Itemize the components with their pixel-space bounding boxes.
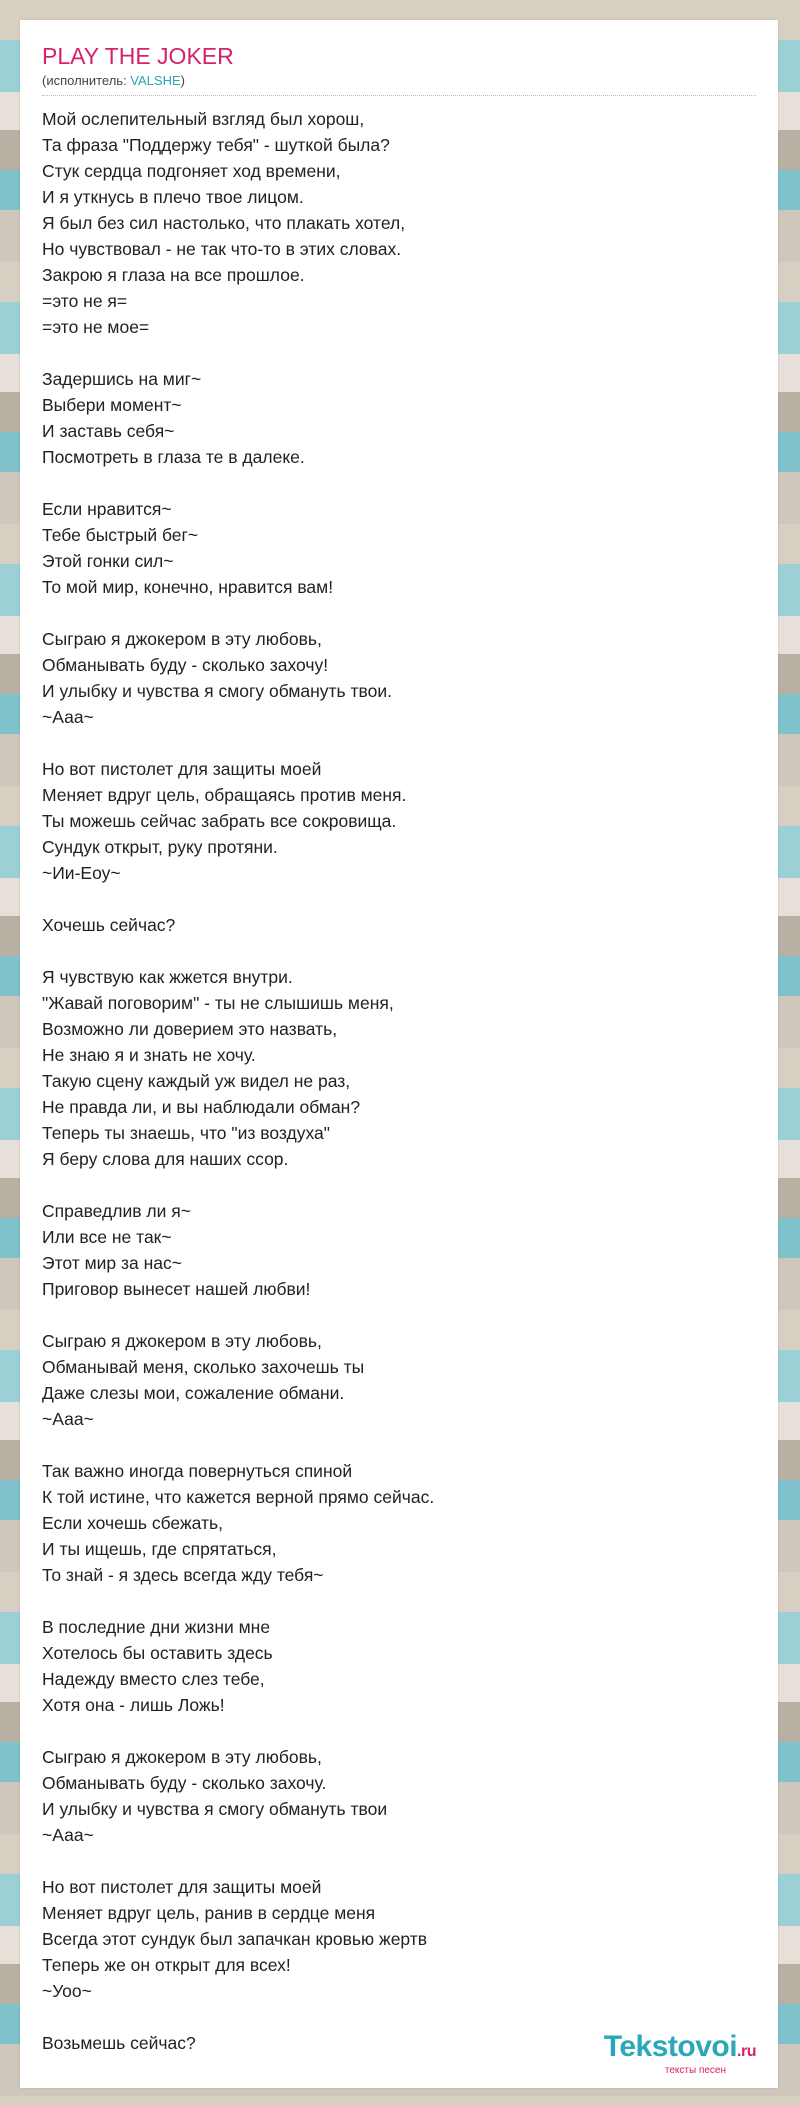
lyric-line: Тебе быстрый бег~ — [42, 525, 199, 545]
artist-line — [42, 73, 756, 89]
lyric-line: Но чувствовал - не так что-то в этих словах. — [42, 239, 402, 259]
lyric-line: Теперь же он открыт для всех! — [42, 1955, 291, 1975]
lyric-line: Справедлив ли я~ — [42, 1201, 191, 1221]
lyric-line: Если нравится~ — [42, 499, 172, 519]
lyric-line: ~Ии-Еоу~ — [42, 863, 121, 883]
lyric-line: Этот мир за нас~ — [42, 1253, 183, 1273]
lyric-line — [42, 340, 756, 366]
lyric-line — [42, 938, 756, 964]
lyric-line — [42, 1718, 756, 1744]
lyric-line: Хотя она - лишь Ложь! — [42, 1695, 225, 1715]
lyric-line: Такую сцену каждый уж видел не раз, — [42, 1071, 351, 1091]
lyric-line: Хотелось бы оставить здесь — [42, 1643, 273, 1663]
lyric-line: И ты ищешь, где спрятаться, — [42, 1539, 277, 1559]
header-separator — [42, 95, 756, 96]
lyric-line: ~Ааа~ — [42, 1409, 94, 1429]
lyric-line — [42, 730, 756, 756]
logo-subtitle: тексты песен — [664, 2065, 726, 2076]
lyric-line: Я был без сил настолько, что плакать хотел, — [42, 213, 406, 233]
lyric-line: Сыграю я джокером в эту любовь, — [42, 629, 322, 649]
site-logo[interactable] — [604, 2032, 756, 2076]
lyric-line: И улыбку и чувства я смогу обмануть твои. — [42, 681, 393, 701]
lyric-line: Ты можешь сейчас забрать все сокровища. — [42, 811, 397, 831]
lyric-line: И заставь себя~ — [42, 421, 175, 441]
lyric-line: Возьмешь сейчас? — [42, 2033, 196, 2053]
lyric-line: ~Ааа~ — [42, 1825, 94, 1845]
lyric-line: Сундук открыт, руку протяни. — [42, 837, 278, 857]
lyrics-body — [42, 106, 756, 2056]
lyrics-card — [20, 20, 778, 2088]
lyric-line: Задершись на миг~ — [42, 369, 202, 389]
lyric-line: Хочешь сейчас? — [42, 915, 176, 935]
lyric-line: Сыграю я джокером в эту любовь, — [42, 1331, 322, 1351]
lyric-line: Так важно иногда повернуться спиной — [42, 1461, 353, 1481]
lyric-line: Меняет вдруг цель, ранив в сердце меня — [42, 1903, 376, 1923]
lyric-line — [42, 1432, 756, 1458]
lyric-line: Возможно ли доверием это назвать, — [42, 1019, 338, 1039]
lyric-line: "Жавай поговорим" - ты не слышишь меня, — [42, 993, 394, 1013]
lyric-line: Я чувствую как жжется внутри. — [42, 967, 293, 987]
lyric-line: Выбери момент~ — [42, 395, 182, 415]
lyric-line: То мой мир, конечно, нравится вам! — [42, 577, 334, 597]
lyric-line — [42, 600, 756, 626]
lyric-line: Стук сердца подгоняет ход времени, — [42, 161, 341, 181]
lyric-line: ~Уоо~ — [42, 1981, 92, 2001]
logo-tld: .ru — [737, 2043, 756, 2060]
lyric-line: В последние дни жизни мне — [42, 1617, 271, 1637]
lyric-line: К той истине, что кажется верной прямо сейчас. — [42, 1487, 435, 1507]
logo-brand: Tekstovoi.ru — [603, 2030, 756, 2063]
lyric-line: Закрою я глаза на все прошлое. — [42, 265, 305, 285]
artist-suffix: ) — [180, 73, 185, 88]
lyric-line — [42, 470, 756, 496]
artist-prefix: (исполнитель: — [42, 73, 131, 88]
lyric-line: Не правда ли, и вы наблюдали обман? — [42, 1097, 361, 1117]
lyric-line — [42, 1848, 756, 1874]
lyric-line: Теперь ты знаешь, что "из воздуха" — [42, 1123, 330, 1143]
lyric-line: Сыграю я джокером в эту любовь, — [42, 1747, 322, 1767]
lyric-line: ~Ааа~ — [42, 707, 94, 727]
lyric-line: Обманывать буду - сколько захочу! — [42, 655, 329, 675]
lyric-line: Надежду вместо слез тебе, — [42, 1669, 265, 1689]
lyric-line: Но вот пистолет для защиты моей — [42, 759, 322, 779]
lyric-line: Не знаю я и знать не хочу. — [42, 1045, 256, 1065]
lyric-line — [42, 1302, 756, 1328]
lyric-line: Я беру слова для наших ссор. — [42, 1149, 289, 1169]
lyric-line: Или все не так~ — [42, 1227, 172, 1247]
lyric-line: Даже слезы мои, сожаление обмани. — [42, 1383, 345, 1403]
lyric-line — [42, 1588, 756, 1614]
lyric-line: Всегда этот сундук был запачкан кровью жертв — [42, 1929, 428, 1949]
lyric-line: То знай - я здесь всегда жду тебя~ — [42, 1565, 324, 1585]
lyric-line — [42, 1172, 756, 1198]
lyric-line — [42, 886, 756, 912]
lyric-line: Этой гонки сил~ — [42, 551, 174, 571]
lyric-line: Посмотреть в глаза те в далеке. — [42, 447, 305, 467]
lyric-line: И я уткнусь в плечо твое лицом. — [42, 187, 304, 207]
lyric-line: Если хочешь сбежать, — [42, 1513, 224, 1533]
song-title: PLAY THE JOKER — [42, 43, 234, 69]
lyric-line — [42, 2004, 756, 2030]
lyric-line: Но вот пистолет для защиты моей — [42, 1877, 322, 1897]
artist-link[interactable]: VALSHE — [130, 73, 181, 88]
lyric-line: Обманывать буду - сколько захочу. — [42, 1773, 327, 1793]
lyric-line: Обманывай меня, сколько захочешь ты — [42, 1357, 365, 1377]
lyric-line: Мой ослепительный взгляд был хорош, — [42, 109, 365, 129]
lyric-line: Меняет вдруг цель, обращаясь против меня. — [42, 785, 407, 805]
lyric-line: Приговор вынесет нашей любви! — [42, 1279, 311, 1299]
lyric-line: =это не я= — [42, 291, 128, 311]
lyric-line: =это не мое= — [42, 317, 150, 337]
lyric-line: Та фраза "Поддержу тебя" - шуткой была? — [42, 135, 390, 155]
lyric-line: И улыбку и чувства я смогу обмануть твои — [42, 1799, 388, 1819]
